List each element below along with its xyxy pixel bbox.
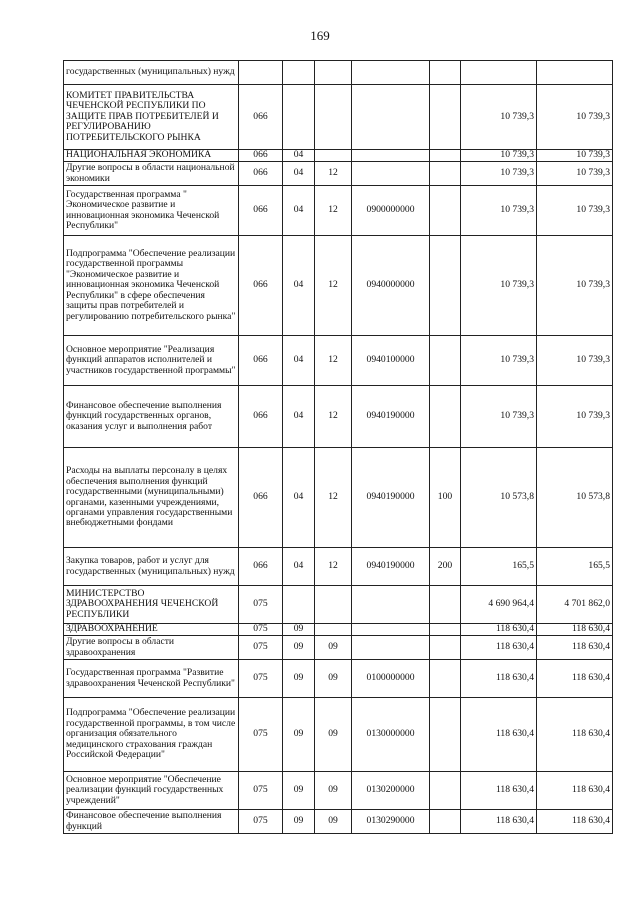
cell-amount-1: 118 630,4 — [461, 660, 537, 698]
cell-section: 04 — [283, 186, 315, 236]
cell-section: 04 — [283, 150, 315, 162]
cell-amount-2: 10 739,3 — [537, 150, 613, 162]
cell-amount-2: 118 630,4 — [537, 636, 613, 660]
budget-table — [63, 60, 613, 834]
cell-target-article: 0940190000 — [352, 548, 430, 586]
cell-target-article: 0130000000 — [352, 698, 430, 772]
cell-subsection: 09 — [315, 660, 352, 698]
cell-section — [283, 61, 315, 85]
cell-name: Государственная программа " Экономическое развитие и инновационная экономика Чеченской Республики" — [64, 186, 239, 236]
cell-subsection: 09 — [315, 636, 352, 660]
cell-expense-type: 100 — [430, 448, 461, 548]
cell-section — [283, 85, 315, 150]
cell-target-article — [352, 61, 430, 85]
cell-ministry-code: 075 — [239, 624, 283, 636]
cell-amount-1: 10 573,8 — [461, 448, 537, 548]
cell-subsection: 12 — [315, 236, 352, 336]
cell-expense-type — [430, 586, 461, 624]
table-row — [64, 624, 613, 636]
cell-expense-type: 200 — [430, 548, 461, 586]
cell-target-article — [352, 636, 430, 660]
cell-ministry-code: 066 — [239, 336, 283, 386]
cell-subsection — [315, 85, 352, 150]
cell-section — [283, 586, 315, 624]
cell-expense-type — [430, 236, 461, 336]
table-row — [64, 660, 613, 698]
table-row — [64, 336, 613, 386]
cell-expense-type — [430, 698, 461, 772]
cell-subsection — [315, 586, 352, 624]
cell-expense-type — [430, 636, 461, 660]
cell-amount-1: 4 690 964,4 — [461, 586, 537, 624]
cell-subsection: 09 — [315, 810, 352, 834]
cell-name: Основное мероприятие "Обеспечение реализации функций государственных учреждений" — [64, 772, 239, 810]
cell-amount-2: 118 630,4 — [537, 660, 613, 698]
cell-name: Финансовое обеспечение выполнения функций — [64, 810, 239, 834]
cell-target-article — [352, 586, 430, 624]
cell-target-article — [352, 162, 430, 186]
cell-amount-2: 118 630,4 — [537, 624, 613, 636]
cell-target-article: 0100000000 — [352, 660, 430, 698]
cell-amount-2: 118 630,4 — [537, 698, 613, 772]
cell-section: 04 — [283, 548, 315, 586]
cell-section: 09 — [283, 772, 315, 810]
cell-target-article: 0940000000 — [352, 236, 430, 336]
table-row — [64, 698, 613, 772]
cell-ministry-code: 066 — [239, 162, 283, 186]
cell-name: НАЦИОНАЛЬНАЯ ЭКОНОМИКА — [64, 150, 239, 162]
cell-subsection: 12 — [315, 336, 352, 386]
table-row — [64, 61, 613, 85]
table-row — [64, 586, 613, 624]
cell-name: Другие вопросы в области национальной экономики — [64, 162, 239, 186]
cell-ministry-code: 066 — [239, 236, 283, 336]
cell-section: 09 — [283, 624, 315, 636]
cell-expense-type — [430, 624, 461, 636]
table-row — [64, 162, 613, 186]
cell-name: Подпрограмма "Обеспечение реализации государственной программы "Экономическое развитие и инновационная экономика Чеченской Республики" в сфере обеспечения защиты прав потребителей и регулированию потребительского рынка" — [64, 236, 239, 336]
table-row — [64, 386, 613, 448]
table-row — [64, 85, 613, 150]
cell-expense-type — [430, 186, 461, 236]
cell-section: 09 — [283, 660, 315, 698]
cell-target-article: 0940190000 — [352, 386, 430, 448]
cell-target-article — [352, 624, 430, 636]
cell-amount-2: 10 739,3 — [537, 236, 613, 336]
cell-ministry-code: 075 — [239, 698, 283, 772]
cell-subsection: 12 — [315, 386, 352, 448]
cell-ministry-code: 066 — [239, 548, 283, 586]
cell-amount-2: 10 739,3 — [537, 386, 613, 448]
cell-section: 09 — [283, 636, 315, 660]
cell-target-article: 0940190000 — [352, 448, 430, 548]
cell-amount-2: 118 630,4 — [537, 772, 613, 810]
cell-section: 04 — [283, 162, 315, 186]
cell-ministry-code: 075 — [239, 772, 283, 810]
cell-name: Другие вопросы в области здравоохранения — [64, 636, 239, 660]
table-row — [64, 772, 613, 810]
cell-section: 04 — [283, 386, 315, 448]
cell-amount-2: 165,5 — [537, 548, 613, 586]
cell-name: МИНИСТЕРСТВО ЗДРАВООХРАНЕНИЯ ЧЕЧЕНСКОЙ РЕСПУБЛИКИ — [64, 586, 239, 624]
page-number: 169 — [310, 28, 330, 43]
cell-name: Финансовое обеспечение выполнения функций государственных органов, оказания услуг и выполнения работ — [64, 386, 239, 448]
cell-ministry-code: 075 — [239, 810, 283, 834]
cell-target-article: 0900000000 — [352, 186, 430, 236]
table-row — [64, 810, 613, 834]
cell-amount-1: 10 739,3 — [461, 162, 537, 186]
table-row — [64, 636, 613, 660]
cell-expense-type — [430, 386, 461, 448]
cell-amount-1: 10 739,3 — [461, 150, 537, 162]
cell-expense-type — [430, 336, 461, 386]
cell-subsection — [315, 624, 352, 636]
cell-subsection: 12 — [315, 548, 352, 586]
cell-amount-1: 10 739,3 — [461, 85, 537, 150]
cell-amount-2: 10 739,3 — [537, 336, 613, 386]
table-row — [64, 150, 613, 162]
cell-target-article: 0130290000 — [352, 810, 430, 834]
cell-amount-2: 10 739,3 — [537, 162, 613, 186]
table-row — [64, 448, 613, 548]
cell-name: Основное мероприятие "Реализация функций аппаратов исполнителей и участников государственной программы" — [64, 336, 239, 386]
cell-section: 04 — [283, 448, 315, 548]
cell-ministry-code: 066 — [239, 186, 283, 236]
cell-amount-2: 10 739,3 — [537, 85, 613, 150]
cell-target-article — [352, 150, 430, 162]
cell-expense-type — [430, 810, 461, 834]
cell-expense-type — [430, 162, 461, 186]
cell-amount-1: 10 739,3 — [461, 336, 537, 386]
cell-expense-type — [430, 660, 461, 698]
cell-ministry-code: 066 — [239, 386, 283, 448]
cell-expense-type — [430, 61, 461, 85]
table-row — [64, 186, 613, 236]
cell-amount-1: 10 739,3 — [461, 186, 537, 236]
cell-expense-type — [430, 150, 461, 162]
cell-ministry-code: 075 — [239, 660, 283, 698]
cell-target-article: 0940100000 — [352, 336, 430, 386]
cell-expense-type — [430, 772, 461, 810]
cell-expense-type — [430, 85, 461, 150]
cell-target-article: 0130200000 — [352, 772, 430, 810]
cell-ministry-code: 075 — [239, 636, 283, 660]
cell-amount-1: 118 630,4 — [461, 636, 537, 660]
cell-section: 04 — [283, 236, 315, 336]
cell-name: ЗДРАВООХРАНЕНИЕ — [64, 624, 239, 636]
cell-ministry-code: 075 — [239, 586, 283, 624]
cell-amount-1: 10 739,3 — [461, 386, 537, 448]
cell-amount-1: 118 630,4 — [461, 624, 537, 636]
cell-subsection — [315, 61, 352, 85]
cell-amount-1: 10 739,3 — [461, 236, 537, 336]
cell-ministry-code — [239, 61, 283, 85]
cell-subsection — [315, 150, 352, 162]
cell-ministry-code: 066 — [239, 448, 283, 548]
cell-section: 09 — [283, 698, 315, 772]
cell-section: 04 — [283, 336, 315, 386]
cell-section: 09 — [283, 810, 315, 834]
cell-target-article — [352, 85, 430, 150]
cell-subsection: 12 — [315, 186, 352, 236]
cell-name: КОМИТЕТ ПРАВИТЕЛЬСТВА ЧЕЧЕНСКОЙ РЕСПУБЛИКИ ПО ЗАЩИТЕ ПРАВ ПОТРЕБИТЕЛЕЙ И РЕГУЛИРОВАНИЮ ПОТРЕБИТЕЛЬСКОГО РЫНКА — [64, 85, 239, 150]
cell-name: Государственная программа "Развитие здравоохранения Чеченской Республики" — [64, 660, 239, 698]
table-row — [64, 236, 613, 336]
cell-subsection: 12 — [315, 162, 352, 186]
cell-ministry-code: 066 — [239, 85, 283, 150]
cell-amount-2: 118 630,4 — [537, 810, 613, 834]
cell-name: Подпрограмма "Обеспечение реализации государственной программы, в том числе организация обязательного медицинского страхования граждан Российской Федерации" — [64, 698, 239, 772]
cell-amount-2: 10 573,8 — [537, 448, 613, 548]
cell-amount-1: 118 630,4 — [461, 810, 537, 834]
cell-ministry-code: 066 — [239, 150, 283, 162]
cell-subsection: 09 — [315, 698, 352, 772]
cell-amount-1: 165,5 — [461, 548, 537, 586]
cell-amount-1 — [461, 61, 537, 85]
cell-name: Расходы на выплаты персоналу в целях обеспечения выполнения функций государственными (муниципальными) органами, казенными учреждениями, органами управления государственными внебюджетными фондами — [64, 448, 239, 548]
cell-name: Закупка товаров, работ и услуг для государственных (муниципальных) нужд — [64, 548, 239, 586]
table-row — [64, 548, 613, 586]
cell-amount-2 — [537, 61, 613, 85]
cell-subsection: 09 — [315, 772, 352, 810]
cell-name: государственных (муниципальных) нужд — [64, 61, 239, 85]
cell-amount-2: 10 739,3 — [537, 186, 613, 236]
cell-subsection: 12 — [315, 448, 352, 548]
cell-amount-1: 118 630,4 — [461, 698, 537, 772]
cell-amount-2: 4 701 862,0 — [537, 586, 613, 624]
cell-amount-1: 118 630,4 — [461, 772, 537, 810]
